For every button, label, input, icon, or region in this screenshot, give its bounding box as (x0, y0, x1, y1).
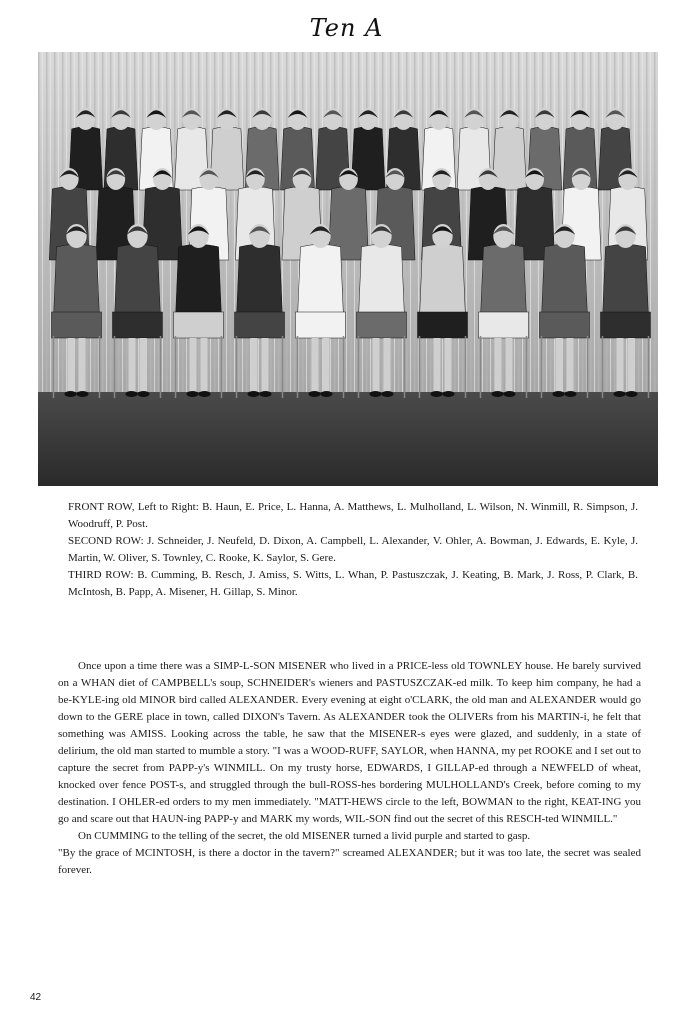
caption-front-row: FRONT ROW, Left to Right: B. Haun, E. Price, L. Hanna, A. Matthews, L. Mulholland, L. Wilson, N. Winmill, R. Simpson, J. Woodruff, P. Post. (68, 501, 638, 530)
story-paragraph-1: Once upon a time there was a SIMP-L-SON MISENER who lived in a PRICE-less old TOWNLEY house. He barely survived on a WHAN diet of CAMPBELL's soup, SCHNEIDER's wieners and PASTUSZCZAK-ed milk. To keep him company, he had a be-KYLE-ing old MINOR bird called ALEXANDER. Every evening at eight o'CLARK, the old man and ALEXANDER would go down to the GERE place in town, called DIXON's Tavern. As ALEXANDER took the OLIVERs from his MARTIN-i, he felt that something was AMISS. Looking across the table, he saw that the MISENER-s eyes were glazed, and suddenly, in a state of delirium, the old man started to mumble a story. "I was a WOOD-RUFF, SAYLOR, when HANNA, my pet ROOKE and I set out to capture the secret from PAPP-y's WINMILL. On my trusty horse, EDWARDS, I GILLAP-ed through a NEWFELD of wheat, knocked over fence POST-s, and struggled through the bull-ROSS-hes bordering MULHOLLAND's Creek, before coming to my destination. I OHLER-ed orders to my men immediately. "MATT-HEWS circle to the left, BOWMAN to the right, KEAT-ING you go and scare out that HAUN-ing PAPP-y and MARK my words, WIL-SON find out the secret of this RESCH-ted WINMILL." (58, 660, 641, 825)
photo-caption (68, 499, 638, 601)
class-photo-image (38, 52, 658, 486)
page-title: Ten A (309, 14, 384, 42)
class-story (58, 658, 641, 879)
page-number: 42 (30, 992, 42, 1003)
caption-second-row: SECOND ROW: J. Schneider, J. Neufeld, D. Dixon, A. Campbell, L. Alexander, V. Ohler, A. Bowman, J. Edwards, E. Kyle, J. Martin, W. Oliver, S. Townley, C. Rooke, K. Saylor, S. Gere. (68, 535, 638, 564)
caption-third-row: THIRD ROW: B. Cumming, B. Resch, J. Amiss, S. Witts, L. Whan, P. Pastuszczak, J. Keating, B. Mark, J. Ross, P. Clark, B. McIntosh, B. Papp, A. Misener, H. Gillap, S. Minor. (68, 569, 638, 598)
story-paragraph-3: "By the grace of MCINTOSH, is there a doctor in the tavern?" screamed ALEXANDER; but it was too late, the secret was sealed forever. (58, 847, 641, 876)
floor (38, 392, 658, 486)
class-photo (38, 52, 658, 486)
story-paragraph-2: On CUMMING to the telling of the secret, the old MISENER turned a livid purple and started to gasp. (78, 830, 531, 842)
